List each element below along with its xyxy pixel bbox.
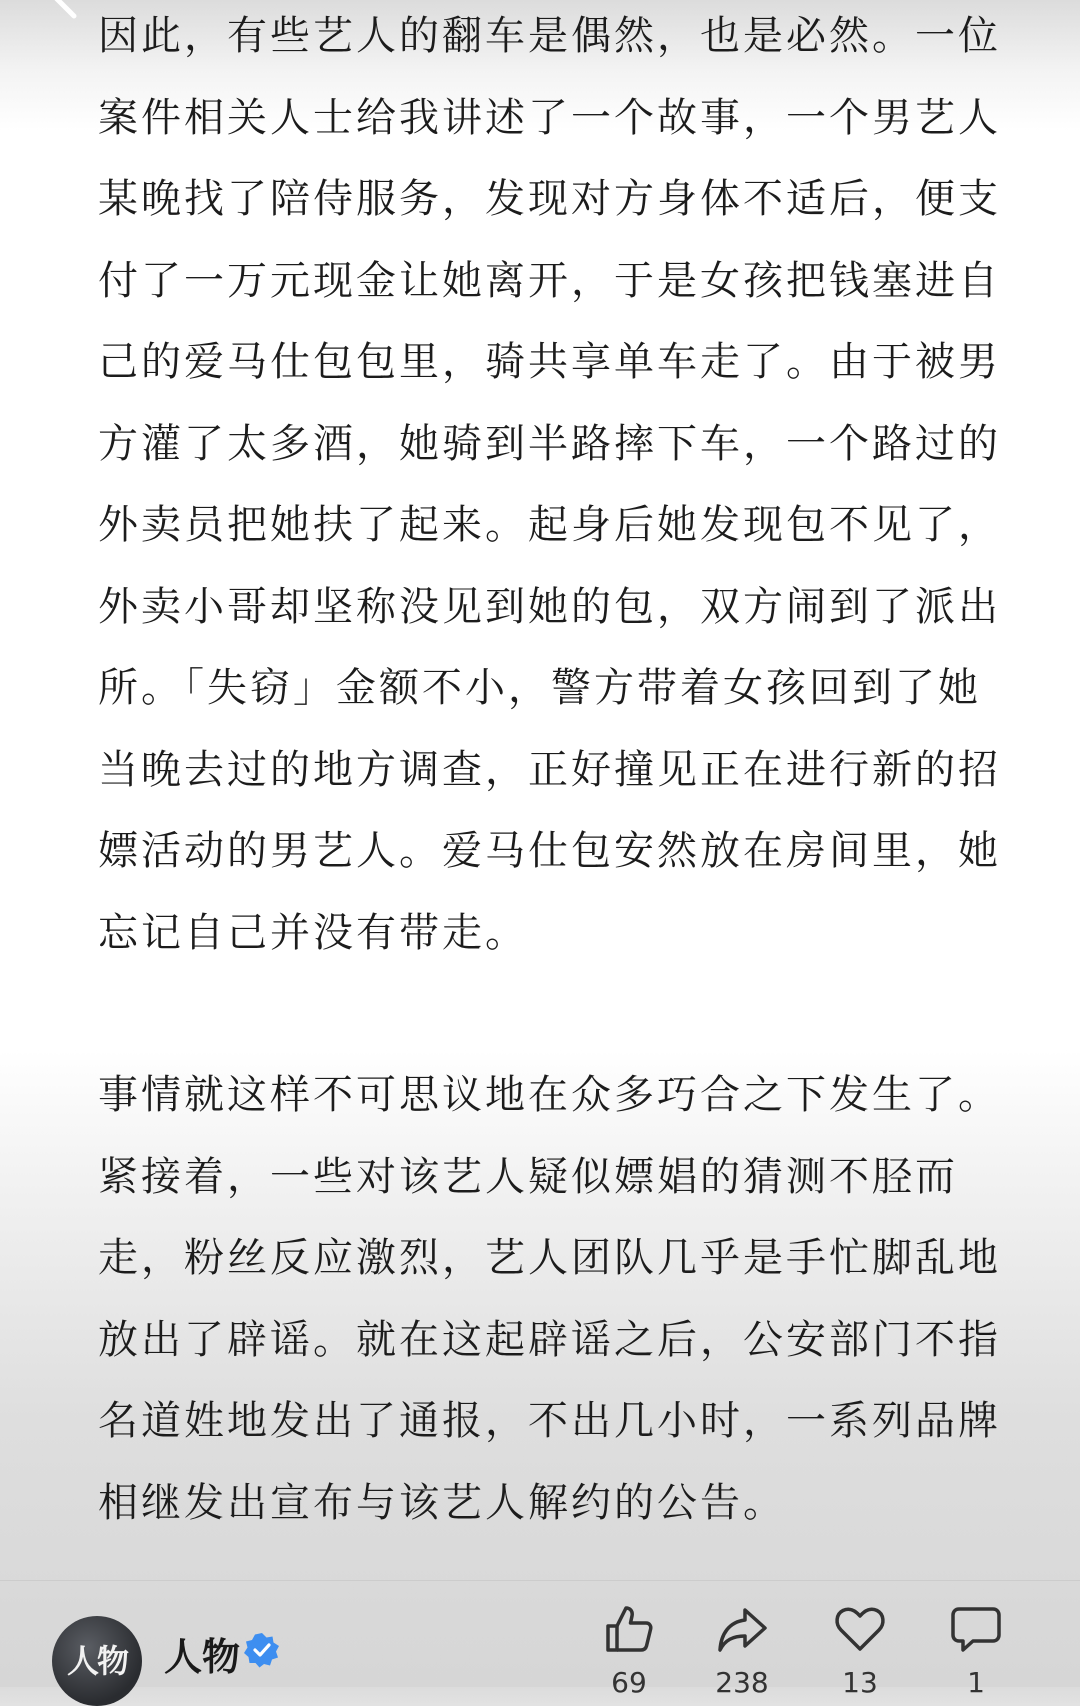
- text-line: 相继发出宣布与该艺人解约的公告。: [98, 1479, 786, 1526]
- avatar[interactable]: 人物: [52, 1616, 142, 1706]
- bottom-action-bar: [0, 1580, 1080, 1699]
- comment-count: 1: [967, 1666, 985, 1699]
- verified-badge-icon: [244, 1632, 280, 1668]
- like-button[interactable]: [589, 1602, 669, 1698]
- share-button[interactable]: [702, 1602, 782, 1698]
- thumbs-up-icon: [602, 1602, 656, 1656]
- text-line: 付了一万元现金让她离开，于是女孩把钱塞进自: [98, 257, 1001, 304]
- comment-button[interactable]: [936, 1602, 1016, 1698]
- text-line: 己的爱马仕包包里，骑共享单车走了。由于被男: [98, 339, 1001, 385]
- text-line: 事情就这样不可思议地在众多巧合之下发生了。: [98, 1072, 1001, 1118]
- share-arrow-icon: [715, 1602, 769, 1656]
- text-line: 当晚去过的地方调查，正好撞见正在进行新的招: [98, 746, 1001, 793]
- text-line: 外卖小哥却坚称没见到她的包，双方闹到了派出: [98, 583, 1001, 630]
- text-line: 外卖员把她扶了起来。起身后她发现包不见了，: [98, 502, 1001, 548]
- text-line: 因此，有些艺人的翻车是偶然，也是必然。一位: [98, 13, 1001, 59]
- text-line: 名道姓地发出了通报，不出几小时，一系列品牌: [98, 1398, 1001, 1444]
- account-name[interactable]: 人物: [164, 1635, 241, 1679]
- like-count: 69: [611, 1666, 647, 1699]
- text-line: 紧接着，一些对该艺人疑似嫖娼的猜测不胫而: [98, 1153, 958, 1200]
- text-line: 放出了辟谣。就在这起辟谣之后，公安部门不指: [98, 1316, 1001, 1363]
- heart-icon: [833, 1602, 887, 1656]
- comment-bubble-icon: [949, 1602, 1003, 1656]
- text-line: 走，粉丝反应激烈，艺人团队几乎是手忙脚乱地: [98, 1235, 1001, 1281]
- article-paragraph: [98, 1055, 1001, 1544]
- article-paragraph: [98, 0, 1001, 974]
- text-line: 嫖活动的男艺人。爱马仕包安然放在房间里，她: [98, 828, 1001, 874]
- text-line: 案件相关人士给我讲述了一个故事，一个男艺人: [98, 94, 1001, 141]
- text-line: 忘记自己并没有带走。: [98, 909, 528, 956]
- text-line: 方灌了太多酒，她骑到半路摔下车，一个路过的: [98, 420, 1001, 467]
- favorite-button[interactable]: [820, 1602, 900, 1698]
- text-line: 所。「失窃」金额不小，警方带着女孩回到了她: [98, 665, 981, 711]
- divider: [0, 1580, 1080, 1581]
- share-count: 238: [715, 1666, 769, 1699]
- text-line: 某晚找了陪侍服务，发现对方身体不适后，便支: [98, 176, 1001, 222]
- back-chevron-icon[interactable]: [40, 0, 80, 26]
- favorite-count: 13: [842, 1666, 878, 1699]
